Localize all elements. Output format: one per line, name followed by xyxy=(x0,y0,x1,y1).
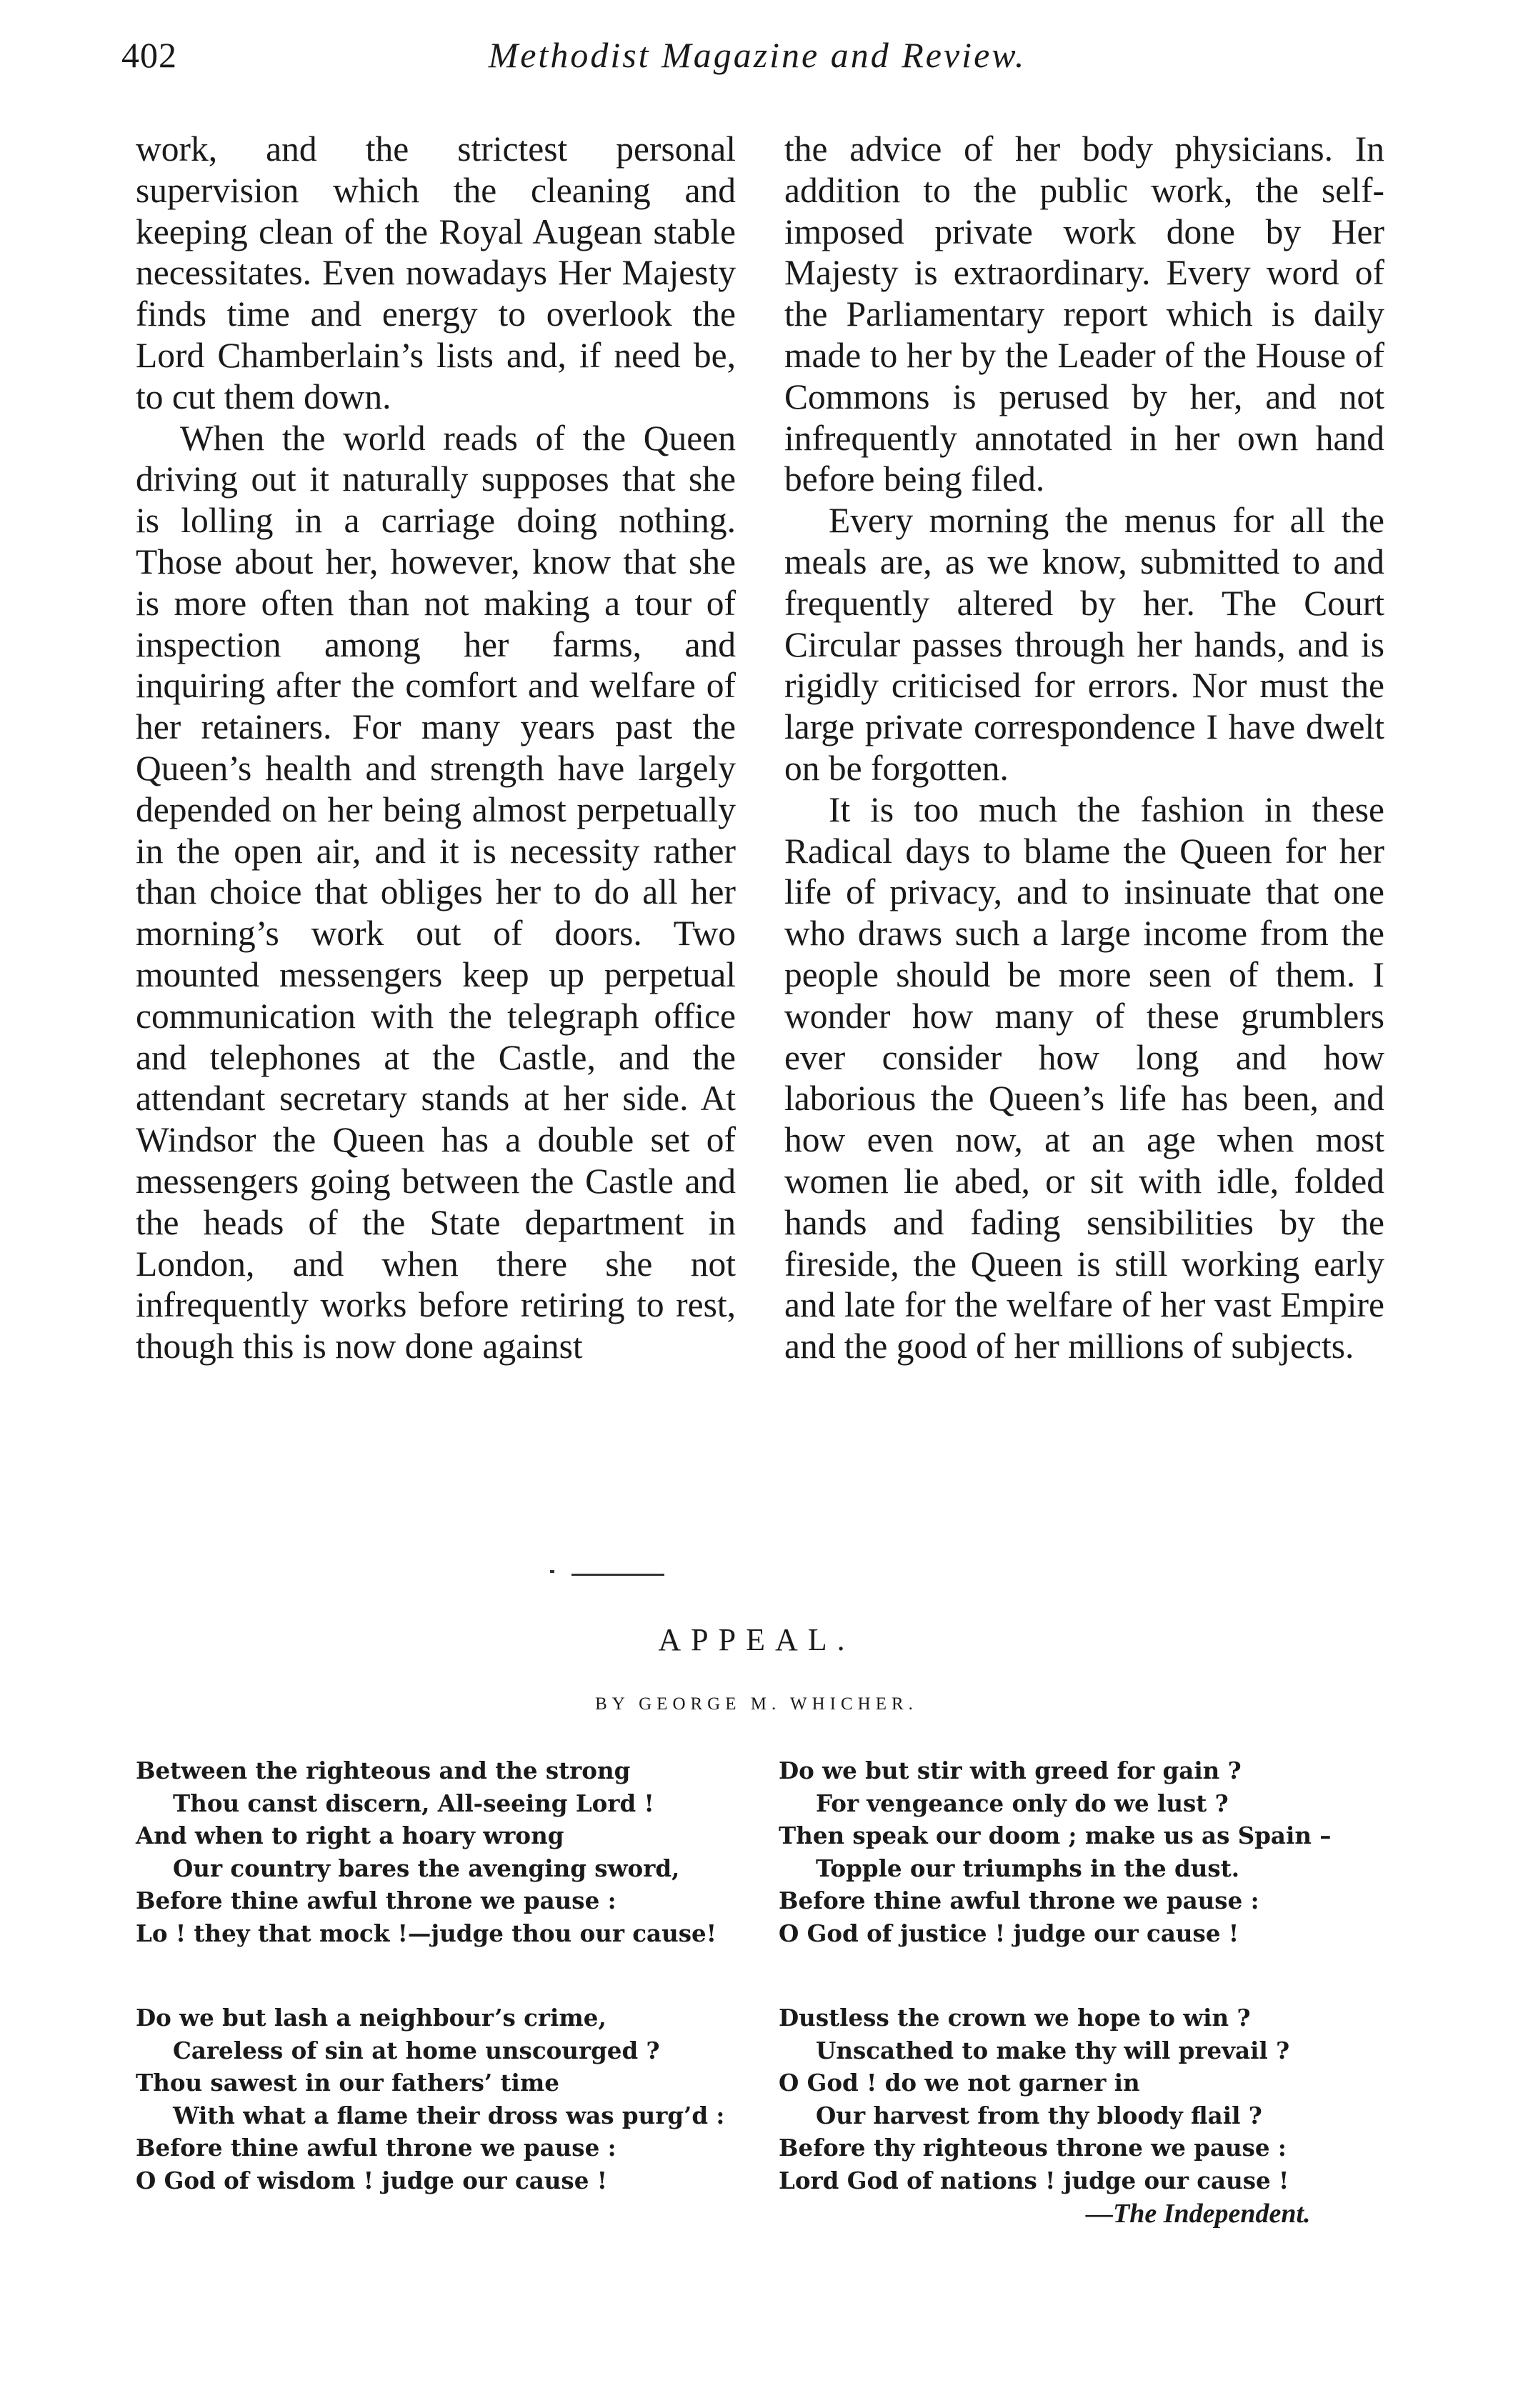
article-left-column xyxy=(136,129,736,1367)
poem-line: Our harvest from thy bloody flail ? xyxy=(816,2101,1262,2129)
poem-line: Careless of sin at home unscourged ? xyxy=(173,2036,660,2064)
poem-stanza-4 xyxy=(779,2002,1289,2197)
poem-line: Before thine awful throne we pause : xyxy=(136,2134,616,2162)
poem-stanza-1 xyxy=(136,1754,716,1950)
article-paragraph: Every morning the menus for all the meals are, as we know, submitted to and frequently altered by her. The Court Circular passes through her hands, and is rigidly criticised for errors. Nor must the large private correspondence I have dwelt on be forgotten. xyxy=(784,501,1384,788)
poem-line: Before thine awful throne we pause : xyxy=(136,1887,616,1915)
poem-line: Lord God of nations ! judge our cause ! xyxy=(779,2166,1289,2194)
poem-line: And when to right a hoary wrong xyxy=(136,1822,564,1850)
poem-line: Our country bares the avenging sword, xyxy=(173,1854,680,1882)
page-header xyxy=(121,34,1393,91)
poem-line: Before thy righteous throne we pause : xyxy=(779,2134,1287,2162)
poem-line: Lo ! they that mock !—judge thou our cause! xyxy=(136,1919,716,1947)
poem-line: Thou sawest in our fathers’ time xyxy=(136,2069,559,2097)
poem-line: Dustless the crown we hope to win ? xyxy=(779,2004,1251,2032)
poem-title: APPEAL. xyxy=(658,1622,855,1657)
poem-line: O God of wisdom ! judge our cause ! xyxy=(136,2166,607,2194)
poem-line: Then speak our doom ; make us as Spain – xyxy=(779,1822,1332,1850)
poem-line: Before thine awful throne we pause : xyxy=(779,1887,1259,1915)
article-paragraph: When the world reads of the Queen driving out it naturally supposes that she is lolling in a carriage doing nothing. Those about her, however, know that she is more often than not making a tour of inspection among her farms, and inquiring after the comfort and welfare of her retainers. For many years past the Queen’s health and strength have largely depended on her being almost perpetually in the open air, and it is necessity rather than choice that obliges her to do all her morning’s work out of doors. Two mounted messengers keep up perpetual communication with the telegraph office and telephones at the Castle, and the attendant secretary stands at her side. At Windsor the Queen has a double set of messengers going between the Castle and the heads of the State department in London, and when there she not infrequently works before retiring to rest, though this is now done against xyxy=(136,418,736,1367)
poem-line: Unscathed to make thy will prevail ? xyxy=(816,2036,1290,2064)
section-divider-dot xyxy=(550,1570,554,1573)
poem-stanza-3 xyxy=(136,2002,724,2197)
page-number: 402 xyxy=(121,35,177,75)
poem-line: O God of justice ! judge our cause ! xyxy=(779,1919,1239,1947)
poem-line: Between the righteous and the strong xyxy=(136,1757,631,1784)
article-paragraph: the advice of her body physicians. In addition to the public work, the self-imposed private work done by Her Majesty is extraordinary. Every word of the Parliamentary report which is daily made to her by the Leader of the House of Commons is perused by her, and not infrequently annotated in her own hand before being filed. xyxy=(784,129,1384,499)
poem-author: BY GEORGE M. WHICHER. xyxy=(595,1694,918,1714)
poem-line: O God ! do we not garner in xyxy=(779,2069,1140,2097)
poem-line: Topple our triumphs in the dust. xyxy=(816,1854,1240,1882)
poem-line: With what a flame their dross was purg’d : xyxy=(173,2101,725,2129)
poem-line: Do we but lash a neighbour’s crime, xyxy=(136,2004,606,2032)
poem-line: Thou canst discern, All-seeing Lord ! xyxy=(173,1789,654,1817)
poem-line: Do we but stir with greed for gain ? xyxy=(779,1757,1242,1784)
article-paragraph: It is too much the fashion in these Radical days to blame the Queen for her life of privacy, and to insinuate that one who draws such a large income from the people should be more seen of them. I wonder how many of these grumblers ever consider how long and how laborious the Queen’s life has been, and how even now, at an age when most women lie abed, or sit with idle, folded hands and fading sensibilities by the fireside, the Queen is still working early and late for the welfare of her vast Empire and the good of her millions of subjects. xyxy=(784,789,1384,1367)
poem-line: For vengeance only do we lust ? xyxy=(816,1789,1229,1817)
poem-stanza-2 xyxy=(779,1754,1332,1950)
running-title: Methodist Magazine and Review. xyxy=(488,35,1027,75)
article-paragraph: work, and the strictest personal supervision which the cleaning and keeping clean of the Royal Augean stable necessitates. Even nowadays Her Majesty finds time and energy to overlook the Lord Chamberlain’s lists and, if need be, to cut them down. xyxy=(136,129,736,416)
section-divider xyxy=(571,1574,664,1576)
poem-source: —The Independent. xyxy=(1086,2199,1311,2229)
article-right-column xyxy=(784,129,1384,1367)
